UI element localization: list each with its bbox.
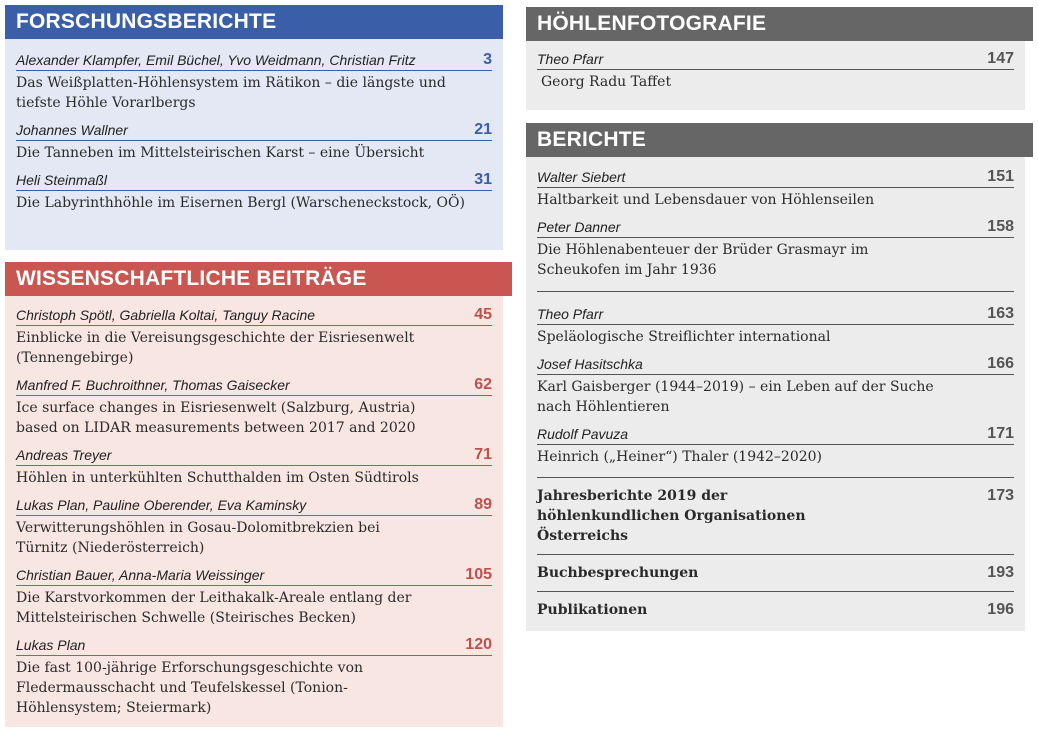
divider <box>537 554 1014 555</box>
entry-author: Heli Steinmaßl <box>16 172 108 188</box>
list-item <box>537 596 1014 620</box>
entry-author: Lukas Plan, Pauline Oberender, Eva Kaminsky <box>16 497 307 513</box>
section-hoehlenfotografie <box>526 7 1025 110</box>
list-item <box>537 354 1014 417</box>
entry-page: 21 <box>474 121 492 138</box>
entry-page: 105 <box>465 566 492 583</box>
entry-title: Höhlen in unterkühlten Schutthalden im Osten Südtirols <box>16 470 419 486</box>
entry-page: 120 <box>465 636 492 653</box>
list-item <box>16 495 492 558</box>
entry-author: Johannes Wallner <box>16 122 128 138</box>
divider <box>16 140 492 141</box>
entry-page: 62 <box>474 376 492 393</box>
entry-title: Heinrich („Heiner“) Thaler (1942–2020) <box>537 449 823 465</box>
entry-page: 158 <box>987 218 1014 235</box>
entry-author: Josef Hasitschka <box>537 356 643 372</box>
entry-title: Die Karstvorkommen der Leithakalk-Areale entlang der Mittelsteirischen Schwelle (Steirisches Becken) <box>16 590 412 626</box>
entry-title: Haltbarkeit und Lebensdauer von Höhlenseilen <box>537 192 875 208</box>
list-item <box>537 424 1014 467</box>
entry-title: Die Labyrinthhöhle im Eisernen Bergl (Warscheneckstock, OÖ) <box>16 195 465 211</box>
list-item <box>537 304 1014 347</box>
divider <box>16 655 492 656</box>
entry-title: Verwitterungshöhlen in Gosau-Dolomitbrekzien bei Türnitz (Niederösterreich) <box>16 520 380 556</box>
section-forschungsberichte <box>5 5 503 250</box>
list-item <box>537 559 1014 583</box>
entry-page: 31 <box>474 171 492 188</box>
entry-page: 151 <box>987 168 1014 185</box>
entry-page: 163 <box>987 305 1014 322</box>
list-item <box>16 445 492 488</box>
entry-page: 166 <box>987 355 1014 372</box>
entry-author: Theo Pfarr <box>537 51 604 67</box>
entry-title: Die Tanneben im Mittelsteirischen Karst – eine Übersicht <box>16 145 425 161</box>
divider <box>16 585 492 586</box>
list-item <box>537 217 1014 280</box>
entry-author: Walter Siebert <box>537 169 626 185</box>
entry-page: 89 <box>474 496 492 513</box>
entry-title: Die fast 100-jährige Erforschungsgeschichte von Fledermausschacht und Teufelskessel (Tonion-Höhlensystem; Steiermark) <box>16 660 364 716</box>
entry-title: Karl Gaisberger (1944–2019) – ein Leben auf der Suche nach Höhlentieren <box>537 379 934 415</box>
list-item <box>16 305 492 368</box>
divider <box>16 70 492 71</box>
entry-title: Das Weißplatten-Höhlensystem im Rätikon – die längste und tiefste Höhle Vorarlbergs <box>16 75 446 111</box>
divider <box>537 69 1014 70</box>
section-heading: WISSENSCHAFTLICHE BEITRÄGE <box>5 262 512 296</box>
entry-page: 147 <box>987 50 1014 67</box>
list-item <box>537 49 1014 92</box>
divider <box>537 591 1014 592</box>
entry-author: Christoph Spötl, Gabriella Koltai, Tanguy Racine <box>16 307 316 323</box>
divider <box>537 477 1014 478</box>
entry-author: Peter Danner <box>537 219 621 235</box>
divider <box>16 465 492 466</box>
list-item <box>16 635 492 718</box>
divider <box>16 190 492 191</box>
entry-title: Georg Radu Taffet <box>541 74 672 90</box>
divider <box>16 515 492 516</box>
entry-title: Ice surface changes in Eisriesenwelt (Salzburg, Austria) based on LIDAR measurements between 2017 and 2020 <box>16 400 416 436</box>
list-item <box>16 50 492 113</box>
entry-title: Speläologische Streiflichter international <box>537 329 831 345</box>
divider <box>537 291 1014 292</box>
entry-author: Rudolf Pavuza <box>537 426 629 442</box>
list-item <box>16 375 492 438</box>
entry-title: Einblicke in die Vereisungsgeschichte der Eisriesenwelt (Tennengebirge) <box>16 330 415 366</box>
entry-author: Alexander Klampfer, Emil Büchel, Yvo Weidmann, Christian Fritz <box>16 52 416 68</box>
section-heading: BERICHTE <box>526 123 1033 157</box>
entry-page: 196 <box>987 601 1014 618</box>
divider <box>16 395 492 396</box>
entry-author: Theo Pfarr <box>537 306 604 322</box>
entry-author: Andreas Treyer <box>16 447 112 463</box>
entry-page: 45 <box>474 306 492 323</box>
list-item <box>16 170 492 213</box>
divider <box>16 325 492 326</box>
entry-author: Christian Bauer, Anna-Maria Weissinger <box>16 567 265 583</box>
section-wissenschaftliche-beitraege <box>5 262 503 727</box>
section-heading: HÖHLENFOTOGRAFIE <box>526 7 1033 41</box>
entry-title: Buchbesprechungen <box>537 565 699 581</box>
entry-title: Jahresberichte 2019 der höhlenkundlichen Organisationen Österreichs <box>537 488 806 544</box>
entry-author: Manfred F. Buchroithner, Thomas Gaisecker <box>16 377 290 393</box>
section-berichte <box>526 123 1025 631</box>
section-heading: FORSCHUNGSBERICHTE <box>5 5 503 39</box>
entry-title: Publikationen <box>537 602 648 618</box>
entry-author: Lukas Plan <box>16 637 86 653</box>
entry-page: 71 <box>474 446 492 463</box>
list-item <box>537 167 1014 210</box>
entry-page: 171 <box>987 425 1014 442</box>
entry-page: 193 <box>987 564 1014 581</box>
list-item <box>16 565 492 628</box>
divider <box>537 324 1014 325</box>
entry-title: Die Höhlenabenteuer der Brüder Grasmayr im Scheukofen im Jahr 1936 <box>537 242 869 278</box>
divider <box>537 444 1014 445</box>
entry-page: 173 <box>987 487 1014 504</box>
list-item <box>16 120 492 163</box>
list-item <box>537 482 1014 546</box>
divider <box>537 374 1014 375</box>
divider <box>537 187 1014 188</box>
divider <box>537 237 1014 238</box>
entry-page: 3 <box>483 51 492 68</box>
